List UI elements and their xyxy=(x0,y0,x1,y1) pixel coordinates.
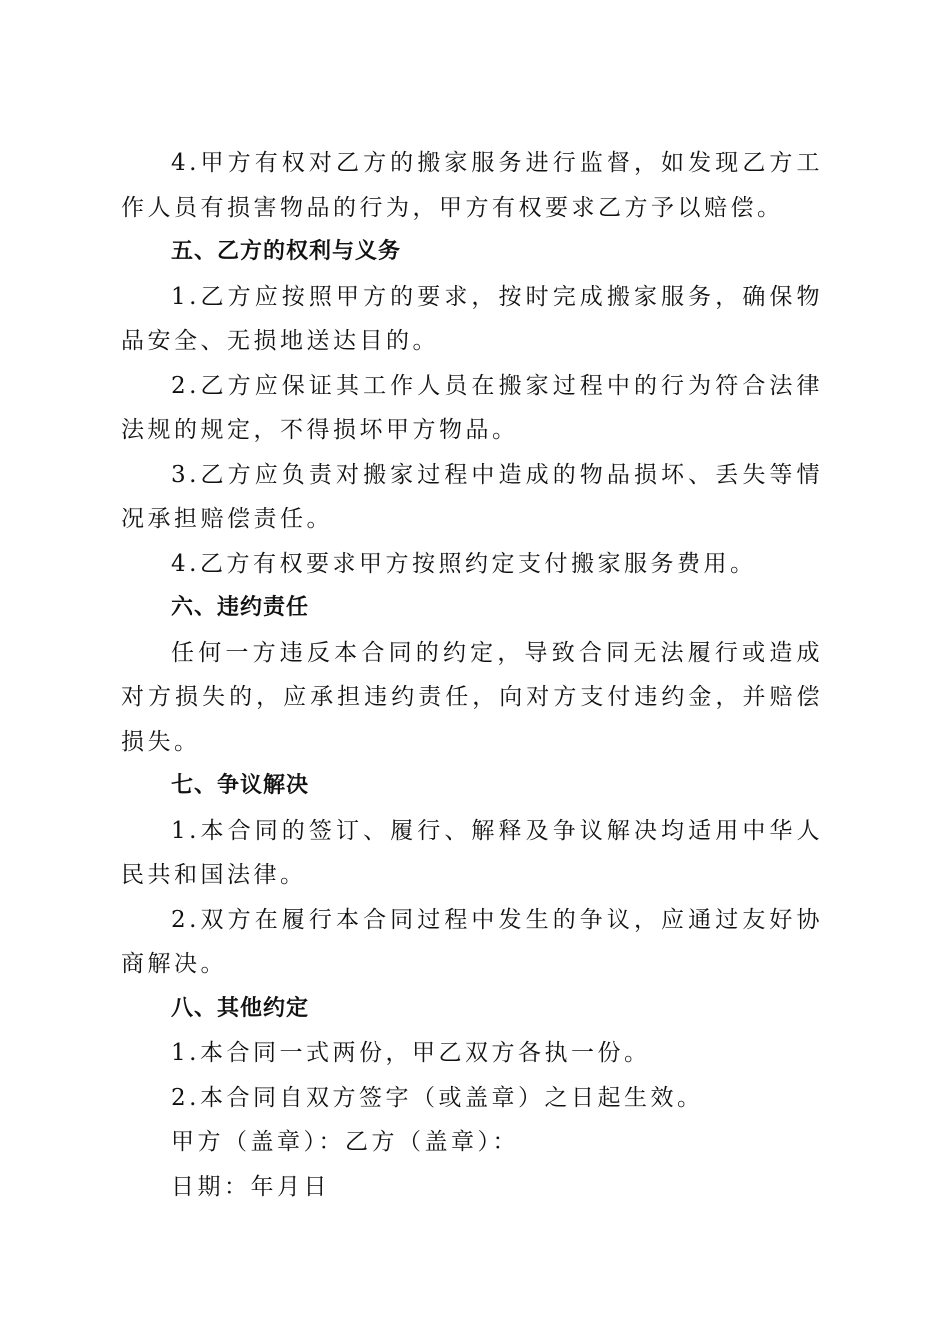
document-page xyxy=(121,141,823,1209)
clause-1-party-b-service: 1.乙方应按照甲方的要求，按时完成搬家服务，确保物品安全、无损地送达目的。 xyxy=(121,283,823,354)
signature-line: 甲方（盖章）：乙方（盖章）： xyxy=(171,1129,519,1155)
clause-breach-liability: 任何一方违反本合同的约定，导致合同无法履行或造成对方损失的，应承担违约责任，向对方支付违约金，并赔偿损失。 xyxy=(121,639,823,755)
clause-2-effective: 2.本合同自双方签字（或盖章）之日起生效。 xyxy=(171,1084,704,1111)
date-line: 日期：年月日 xyxy=(171,1173,330,1200)
section-heading-party-b-rights: 五、乙方的权利与义务 xyxy=(171,239,402,264)
section-heading-dispute: 七、争议解决 xyxy=(171,773,310,798)
clause-1-governing-law: 1.本合同的签订、履行、解释及争议解决均适用中华人民共和国法律。 xyxy=(121,817,823,888)
section-heading-other: 八、其他约定 xyxy=(171,995,310,1021)
clause-4-party-b-payment: 4.乙方有权要求甲方按照约定支付搬家服务费用。 xyxy=(171,550,757,577)
clause-2-party-b-conduct: 2.乙方应保证其工作人员在搬家过程中的行为符合法律法规的规定，不得损坏甲方物品。 xyxy=(121,372,823,443)
clause-3-party-b-liability: 3.乙方应负责对搬家过程中造成的物品损坏、丢失等情况承担赔偿责任。 xyxy=(121,461,823,532)
clause-1-copies: 1.本合同一式两份，甲乙双方各执一份。 xyxy=(171,1040,651,1066)
section-heading-breach: 六、违约责任 xyxy=(171,595,310,620)
clause-2-negotiation: 2.双方在履行本合同过程中发生的争议，应通过友好协商解决。 xyxy=(121,906,823,977)
clause-4-party-a-supervision: 4.甲方有权对乙方的搬家服务进行监督，如发现乙方工作人员有损害物品的行为，甲方有权要求乙方予以赔偿。 xyxy=(121,150,823,221)
